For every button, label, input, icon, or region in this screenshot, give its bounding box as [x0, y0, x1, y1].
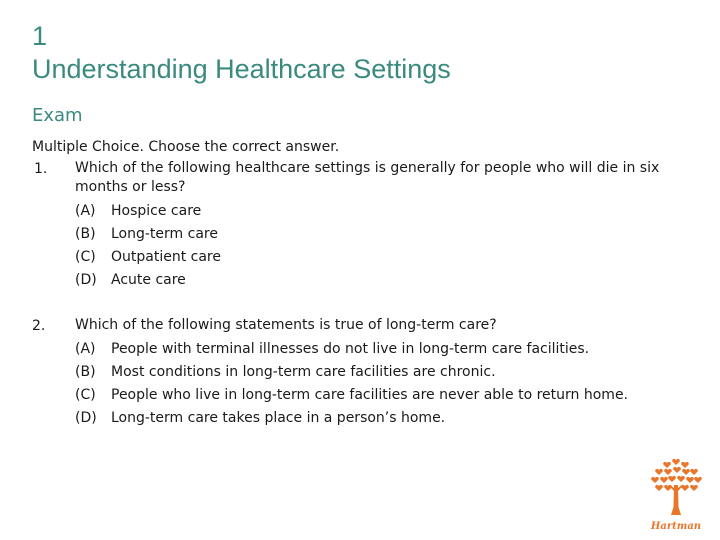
answer-option[interactable]: [75, 246, 682, 269]
answer-option[interactable]: [75, 361, 682, 384]
option-letter: (C): [75, 249, 96, 265]
chapter-number: 1: [32, 21, 48, 51]
option-text: Long-term care: [111, 226, 218, 242]
instructions: [32, 136, 339, 158]
question-number: 2.: [32, 318, 46, 334]
question-number: 1.: [34, 161, 48, 177]
option-text: Hospice care: [111, 203, 202, 219]
question-text: Which of the following healthcare settings is generally for people who will die in six months or less?: [75, 160, 660, 195]
option-text: People with terminal illnesses do not live in long-term care facilities.: [111, 341, 590, 357]
option-text: Outpatient care: [111, 249, 221, 265]
answer-option[interactable]: [75, 223, 682, 246]
answer-option[interactable]: [75, 384, 682, 407]
page-title: [32, 20, 451, 86]
answer-option[interactable]: [75, 338, 682, 361]
answer-option[interactable]: [75, 407, 682, 430]
instructions-text: . Choose the correct answer.: [139, 139, 340, 155]
instructions-label: Multiple Choice: [32, 139, 140, 155]
question-body: [75, 158, 682, 292]
option-text: Long-term care takes place in a person’s home.: [111, 410, 446, 426]
option-letter: (C): [75, 387, 96, 403]
answer-option[interactable]: [75, 200, 682, 223]
option-letter: (B): [75, 226, 96, 242]
section-heading: Exam: [32, 105, 83, 126]
question-1: [32, 158, 682, 292]
answer-option[interactable]: [75, 269, 682, 292]
question-body: [75, 315, 682, 430]
option-letter: (A): [75, 203, 96, 219]
option-letter: (D): [75, 410, 97, 426]
question-text: Which of the following statements is true of long-term care?: [75, 317, 497, 333]
option-letter: (D): [75, 272, 97, 288]
svg-text:Hartman: Hartman: [650, 521, 702, 532]
option-letter: (B): [75, 364, 96, 380]
chapter-title: Understanding Healthcare Settings: [32, 54, 451, 84]
option-text: People who live in long-term care facilities are never able to return home.: [111, 387, 629, 403]
hartman-logo-icon: [643, 455, 709, 535]
option-text: Most conditions in long-term care facilities are chronic.: [111, 364, 496, 380]
question-2: [32, 315, 682, 430]
option-text: Acute care: [111, 272, 186, 288]
option-letter: (A): [75, 341, 96, 357]
